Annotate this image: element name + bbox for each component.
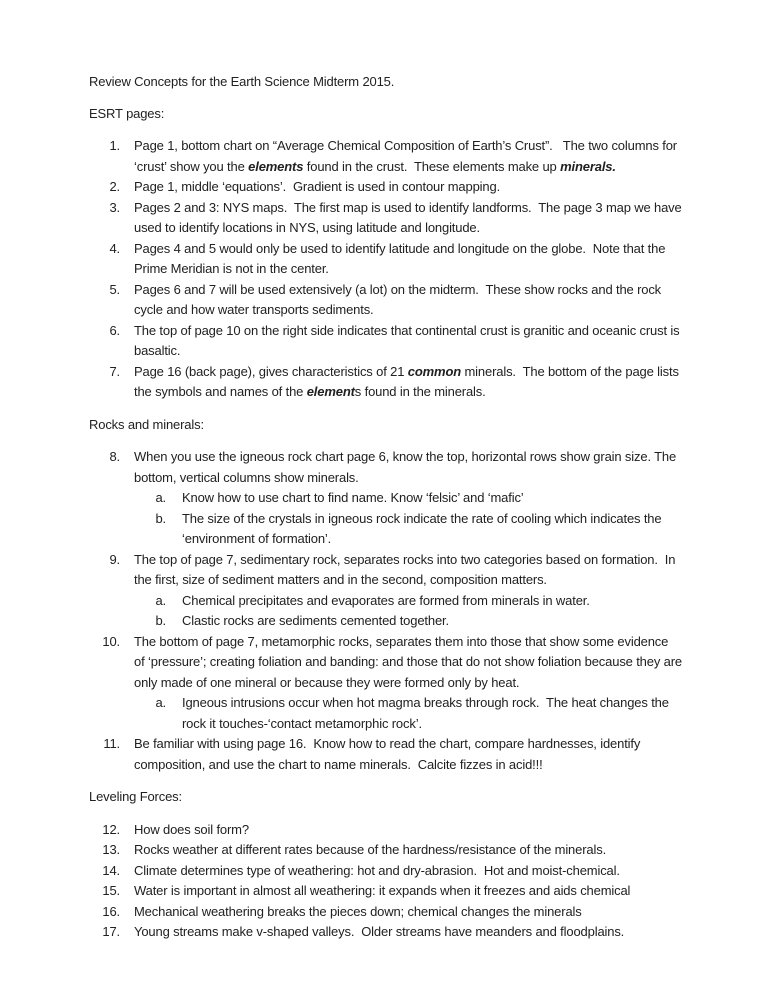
list-item (89, 488, 682, 509)
list-item-text (120, 362, 682, 403)
list-item-text (166, 693, 682, 734)
plain-text: Igneous intrusions occur when hot magma breaks through rock. The heat changes the rock it touches-‘contact metamorphic rock’. (182, 695, 673, 731)
document-content (89, 104, 686, 943)
plain-text: Pages 2 and 3: NYS maps. The first map is used to identify landforms. The page 3 map we have used to identify locations in NYS, using latitude and longitude. (134, 199, 686, 235)
list-item-marker: 2. (109, 179, 120, 194)
list-item-text (120, 280, 682, 321)
list-item (89, 632, 686, 694)
list-item-marker: 11. (103, 736, 120, 751)
plain-text: Rocks weather at different rates because of the hardness/resistance of the minerals. (134, 842, 607, 857)
list-item-marker: b. (155, 510, 166, 526)
list-item (89, 734, 682, 775)
plain-text: Pages 4 and 5 would only be used to identify latitude and longitude on the globe. Note that the Prime Meridian is not in the center. (134, 240, 669, 276)
list-item (89, 362, 682, 403)
emphasized-text: minerals. (560, 158, 616, 174)
list-item (89, 922, 682, 943)
plain-text: How does soil form? (134, 821, 249, 837)
list-item-text (120, 861, 682, 882)
list-item-marker: a. (155, 490, 166, 505)
list-item (89, 280, 682, 321)
list-item (89, 550, 682, 591)
emphasized-text: elements (248, 158, 304, 174)
list-item (89, 861, 682, 882)
list-item-marker: b. (155, 613, 166, 628)
list-item-text (120, 447, 682, 488)
plain-text: found in the crust. These elements make up (303, 158, 561, 174)
list-item-text (120, 820, 682, 841)
plain-text: Page 1, bottom chart on “Average Chemical Composition of Earth’s Crust”. The two columns for ‘crust’ show you the (134, 138, 681, 174)
section-heading: Rocks and minerals: (89, 416, 204, 432)
section-list (89, 820, 682, 943)
plain-text: Clastic rocks are sediments cemented together. (182, 613, 449, 628)
list-item (89, 693, 682, 734)
plain-text: The size of the crystals in igneous rock indicate the rate of cooling which indicates the ‘environment of formation’. (182, 510, 665, 546)
list-item (89, 902, 682, 923)
list-item-marker: 7. (109, 363, 120, 379)
list-item-marker: 8. (109, 449, 120, 464)
plain-text: Page 16 (back page), gives characteristics of 21 (134, 363, 408, 379)
list-item-text (120, 734, 682, 775)
list-item-text (120, 550, 682, 591)
plain-text: Page 1, middle ‘equations’. Gradient is used in contour mapping. (134, 179, 501, 194)
list-item-marker: 16. (102, 903, 120, 919)
plain-text: Climate determines type of weathering: hot and dry-abrasion. Hot and moist-chemical. (134, 862, 620, 878)
list-item (89, 611, 682, 632)
section-heading: Leveling Forces: (89, 789, 182, 804)
document-title: Review Concepts for the Earth Science Midterm 2015. (89, 74, 395, 89)
list-item-text (120, 922, 682, 943)
list-item-text (120, 136, 682, 177)
list-item-text (120, 840, 682, 861)
list-item-marker: a. (155, 592, 166, 608)
list-item (89, 820, 682, 841)
list-item-text (120, 321, 682, 362)
plain-text: Pages 6 and 7 will be used extensively (a lot) on the midterm. These show rocks and the rock cycle and how water transports sediments. (134, 281, 665, 317)
emphasized-text: element (306, 384, 355, 399)
plain-text: minerals. The bottom of the page lists the symbols and names of the (134, 363, 683, 399)
list-item (89, 136, 682, 177)
plain-text: When you use the igneous rock chart page 6, know the top, horizontal rows show grain size. The bottom, vertical columns show minerals. (134, 449, 680, 485)
list-item-text (120, 881, 682, 902)
list-item-text (120, 177, 682, 198)
list-item-marker: a. (155, 695, 166, 710)
list-item (89, 321, 682, 362)
plain-text: The bottom of page 7, metamorphic rocks, separates them into those that show some evidence of ‘pressure’; creating foliation and banding: and those that do not show foliation because they are only made of one mineral or because they were formed only by heat. (134, 633, 686, 690)
list-item (89, 198, 686, 239)
list-item-marker: 3. (109, 199, 120, 215)
list-item-marker: 15. (102, 883, 120, 898)
list-item (89, 840, 682, 861)
list-item-text (166, 611, 682, 632)
plain-text: Mechanical weathering breaks the pieces down; chemical changes the minerals (134, 903, 582, 919)
list-item (89, 591, 682, 612)
list-item-marker: 12. (102, 821, 120, 837)
list-item-text (120, 198, 686, 239)
emphasized-text: common (407, 363, 462, 379)
plain-text: Chemical precipitates and evaporates are formed from minerals in water. (182, 592, 590, 608)
list-item-text (120, 632, 686, 694)
plain-text: Be familiar with using page 16. Know how to read the chart, compare hardnesses, identify composition, and use the chart to name minerals. Calcite fizzes in acid!!! (134, 736, 644, 772)
list-item-marker: 9. (109, 551, 120, 567)
plain-text: The top of page 10 on the right side indicates that continental crust is granitic and oceanic crust is basaltic. (134, 322, 683, 358)
list-item-text (120, 239, 682, 280)
list-item-marker: 4. (109, 240, 120, 256)
plain-text: Know how to use chart to find name. Know ‘felsic’ and ‘mafic’ (182, 490, 524, 505)
list-item (89, 447, 682, 488)
list-item-text (166, 591, 682, 612)
list-item (89, 881, 682, 902)
list-item-text (120, 902, 682, 923)
plain-text: Young streams make v-shaped valleys. Older streams have meanders and floodplains. (134, 924, 625, 939)
list-item (89, 239, 682, 280)
plain-text: s found in the minerals. (354, 384, 486, 399)
list-item-marker: 13. (102, 842, 120, 857)
section-list (89, 136, 686, 403)
list-item-text (166, 509, 682, 550)
list-item-marker: 17. (102, 924, 120, 939)
list-item-marker: 1. (109, 138, 120, 153)
list-item-marker: 14. (102, 862, 120, 878)
plain-text: Water is important in almost all weathering: it expands when it freezes and aids chemical (134, 883, 631, 898)
plain-text: The top of page 7, sedimentary rock, separates rocks into two categories based on formation. In the first, size of sediment matters and in the second, composition matters. (134, 551, 679, 587)
list-item-marker: 10. (102, 633, 120, 649)
section-heading: ESRT pages: (89, 105, 165, 121)
list-item-marker: 5. (109, 281, 120, 297)
list-item (89, 177, 682, 198)
section-list (89, 447, 686, 775)
list-item (89, 509, 682, 550)
list-item-marker: 6. (109, 322, 120, 338)
list-item-text (166, 488, 682, 509)
